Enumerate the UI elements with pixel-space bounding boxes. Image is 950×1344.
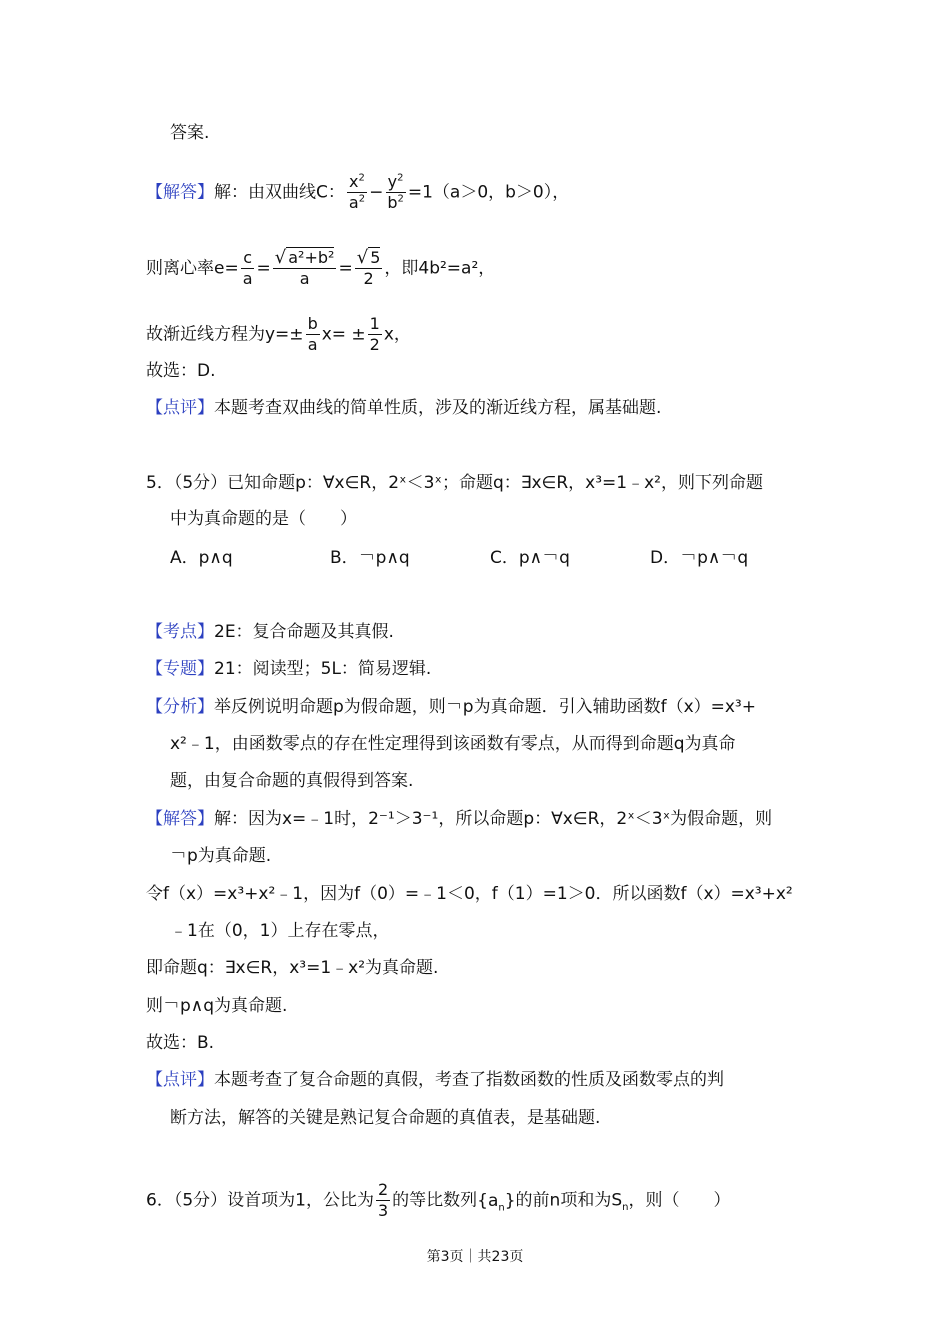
q5-knowledge-point: 【考点】2E：复合命题及其真假. xyxy=(146,622,394,642)
q5-choice: 故选：B. xyxy=(146,1033,215,1053)
q5-solution-5: 即命题q：∃x∈R，x³=1﹣x²为真命题. xyxy=(146,958,439,978)
fraction-sqrt5-2: $\frac{√ 5}{2}$ xyxy=(356,247,381,288)
p4-eccentricity: 则离心率e= $\frac{c}{a}$ = $\frac{\text{√ a²+b²}}{a}$ = $\frac{√ 5}{2}$ ，即4b²=a²， xyxy=(146,247,496,288)
q5-analysis-3: 题，由复合命题的真假得到答案. xyxy=(170,771,414,791)
page-footer: 第3页｜共23页 xyxy=(426,1249,524,1265)
comment-tag: 【点评】 xyxy=(146,398,214,418)
solution-tag: 【解答】 xyxy=(146,182,214,203)
line-answer-end: 答案. xyxy=(170,123,210,143)
q5-analysis-2: x²﹣1，由函数零点的存在性定理得到该函数有零点，从而得到命题q为真命 xyxy=(170,734,736,754)
option-d: D．￢p∧￢q xyxy=(650,548,749,568)
q5-comment-1: 【点评】本题考查了复合命题的真假，考查了指数函数的性质及函数零点的判 xyxy=(146,1070,724,1090)
q6-stem: 6．（5分）设首项为1，公比为 $\frac{2}{3}$ 的等比数列$\{a_n\}$的前n项和为$S_n$，则（ ） xyxy=(146,1180,731,1220)
fraction-2-3: $\frac{2}{3}$ xyxy=(377,1180,389,1220)
fraction-1-2: $\frac{1}{2}$ xyxy=(369,314,380,354)
fraction-sqrt-a2b2-a: $\frac{\text{√ a²+b²}}{a}$ xyxy=(274,247,335,288)
q5-solution-2: ￢p为真命题. xyxy=(170,846,272,866)
q5-comment-2: 断方法，解答的关键是熟记复合命题的真值表，是基础题. xyxy=(170,1108,601,1128)
option-c: C．p∧￢q xyxy=(490,548,570,568)
q5-solution-4: ﹣1在（0，1）上存在零点， xyxy=(170,921,390,941)
sequence-an: $\{a_n\}$ xyxy=(477,1190,516,1213)
p4-solution: 【解答】解：由双曲线C： $\frac{x^2}{a^2}$ − $\frac{y^2}{b^2}$ =1（a＞0，b＞0）， xyxy=(146,172,570,212)
fraction-y2-b2: $\frac{y^2}{b^2}$ xyxy=(387,172,404,212)
q5-options xyxy=(170,547,810,569)
p4-comment: 【点评】本题考查双曲线的简单性质，涉及的渐近线方程，属基础题. xyxy=(146,398,662,418)
p4-asymptote: 故渐近线方程为y=± $\frac{b}{a}$ x= ± $\frac{1}{2}$ x， xyxy=(146,314,411,354)
fraction-b-a: $\frac{b}{a}$ xyxy=(307,314,318,354)
q5-stem-2: 中为真命题的是（ ） xyxy=(170,509,357,529)
option-b: B．￢p∧q xyxy=(330,548,410,568)
option-a: A．p∧q xyxy=(170,548,233,568)
fraction-x2-a2: $\frac{x^2}{a^2}$ xyxy=(348,172,366,212)
q5-stem-1: 5．（5分）已知命题p：∀x∈R，2ˣ＜3ˣ；命题q：∃x∈R，x³=1﹣x²，则下列命题 xyxy=(146,473,763,493)
q5-solution-6: 则￢p∧q为真命题. xyxy=(146,996,288,1016)
p4-choice: 故选：D. xyxy=(146,361,216,381)
q5-analysis-1: 【分析】举反例说明命题p为假命题，则￢p为真命题．引入辅助函数f（x）=x³+ xyxy=(146,697,756,717)
q5-topic: 【专题】21：阅读型；5L：简易逻辑. xyxy=(146,659,432,679)
q5-solution-3: 令f（x）=x³+x²﹣1，因为f（0）=﹣1＜0，f（1）=1＞0．所以函数f（x）=x³+x² xyxy=(146,884,793,904)
q5-solution-1: 【解答】解：因为x=﹣1时，2⁻¹＞3⁻¹，所以命题p：∀x∈R，2ˣ＜3ˣ为假命题，则 xyxy=(146,809,773,829)
fraction-c-a: $\frac{c}{a}$ xyxy=(242,248,253,288)
